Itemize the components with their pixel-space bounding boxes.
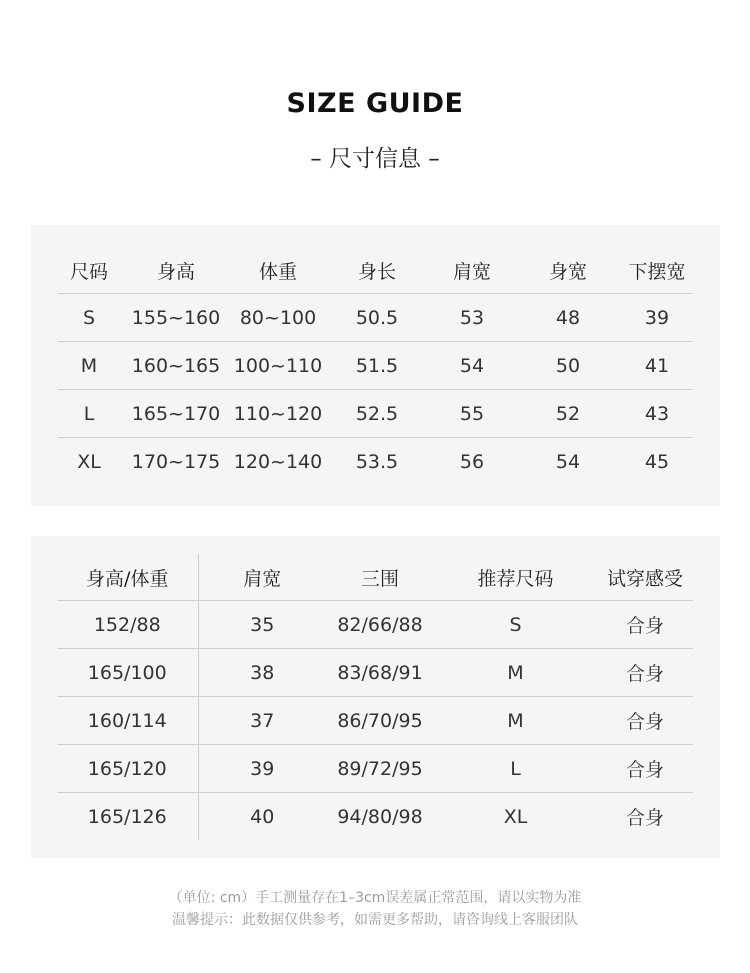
table-cell: 86/70/95 — [326, 697, 434, 745]
table-row — [58, 342, 692, 390]
table-cell: 56 — [459, 450, 485, 473]
fit-table-header-row — [57, 554, 693, 601]
size-table-header-row — [58, 247, 692, 294]
table-cell: 39 — [198, 745, 326, 793]
fit-header-cell: 肩宽 — [198, 554, 326, 601]
size-header-cell: 体重 — [232, 247, 324, 294]
table-cell: 43 — [622, 390, 692, 438]
table-cell: 165~170 — [120, 390, 232, 438]
table-cell: 合身 — [625, 807, 664, 829]
table-cell: 120~140 — [233, 450, 323, 473]
table-cell: M — [58, 342, 120, 390]
table-cell: 合身 — [597, 649, 693, 697]
table-cell: L — [58, 390, 120, 438]
size-header-cell: 身宽 — [514, 247, 622, 294]
table-cell: 160~165 — [120, 342, 232, 390]
table-cell: 50.5 — [324, 294, 430, 342]
size-header-cell: 下摆宽 — [622, 247, 692, 294]
table-cell: 45 — [644, 450, 670, 473]
page-subtitle: – 尺寸信息 – — [310, 146, 440, 172]
table-cell: XL — [77, 450, 101, 473]
table-cell: 54 — [555, 450, 581, 473]
table-cell: 37 — [198, 697, 326, 745]
table-row — [58, 294, 692, 342]
fit-table — [57, 554, 693, 840]
table-cell: 160/114 — [57, 697, 198, 745]
table-cell: 83/68/91 — [326, 649, 434, 697]
table-cell: S — [434, 601, 597, 649]
fit-header-cell: 身高/体重 — [57, 554, 198, 601]
fit-header-cell: 推荐尺码 — [434, 554, 597, 601]
table-row — [58, 390, 692, 438]
table-cell: 合身 — [597, 601, 693, 649]
table-cell: 52 — [514, 390, 622, 438]
table-cell: 54 — [430, 342, 514, 390]
table-cell: 39 — [622, 294, 692, 342]
table-cell: 100~110 — [232, 342, 324, 390]
table-row — [57, 649, 693, 697]
size-header-cell: 身高 — [120, 247, 232, 294]
table-cell: 152/88 — [57, 601, 198, 649]
table-row — [57, 793, 693, 841]
table-cell: 38 — [198, 649, 326, 697]
table-cell: XL — [503, 805, 528, 828]
table-cell: 110~120 — [232, 390, 324, 438]
table-cell: 53 — [430, 294, 514, 342]
size-table — [58, 247, 692, 485]
table-cell: 80~100 — [232, 294, 324, 342]
fit-table-panel — [31, 536, 720, 858]
table-cell: 165/100 — [57, 649, 198, 697]
size-header-cell: 尺码 — [58, 247, 120, 294]
size-header-cell: 肩宽 — [430, 247, 514, 294]
reference-tip: 温馨提示：此数据仅供参考，如需更多帮助，请咨询线上客服团队 — [172, 912, 578, 928]
table-cell: 51.5 — [324, 342, 430, 390]
table-cell: 82/66/88 — [326, 601, 434, 649]
table-cell: 55 — [430, 390, 514, 438]
measurement-note: （单位: cm）手工测量存在1–3cm误差属正常范围，请以实物为准 — [168, 890, 582, 906]
table-cell: 48 — [514, 294, 622, 342]
table-cell: 165/120 — [57, 745, 198, 793]
table-cell: 合身 — [597, 745, 693, 793]
table-cell: 50 — [514, 342, 622, 390]
table-cell: 40 — [250, 805, 275, 828]
table-cell: 35 — [198, 601, 326, 649]
fit-header-cell: 三围 — [326, 554, 434, 601]
table-cell: 165/126 — [57, 793, 198, 841]
table-row — [58, 438, 692, 486]
table-row — [57, 745, 693, 793]
page-title: SIZE GUIDE — [286, 88, 464, 119]
table-cell: S — [58, 294, 120, 342]
table-row — [57, 697, 693, 745]
table-row — [57, 601, 693, 649]
table-cell: M — [434, 697, 597, 745]
table-cell: 41 — [622, 342, 692, 390]
table-cell: 合身 — [597, 697, 693, 745]
table-cell: 53.5 — [355, 450, 399, 473]
table-cell: L — [434, 745, 597, 793]
table-cell: 89/72/95 — [326, 745, 434, 793]
size-table-panel — [31, 225, 720, 506]
size-header-cell: 身长 — [324, 247, 430, 294]
fit-header-cell: 试穿感受 — [597, 554, 693, 601]
table-cell: 94/80/98 — [337, 805, 423, 828]
table-cell: 170~175 — [131, 450, 221, 473]
table-cell: M — [434, 649, 597, 697]
table-cell: 155~160 — [120, 294, 232, 342]
table-cell: 52.5 — [324, 390, 430, 438]
